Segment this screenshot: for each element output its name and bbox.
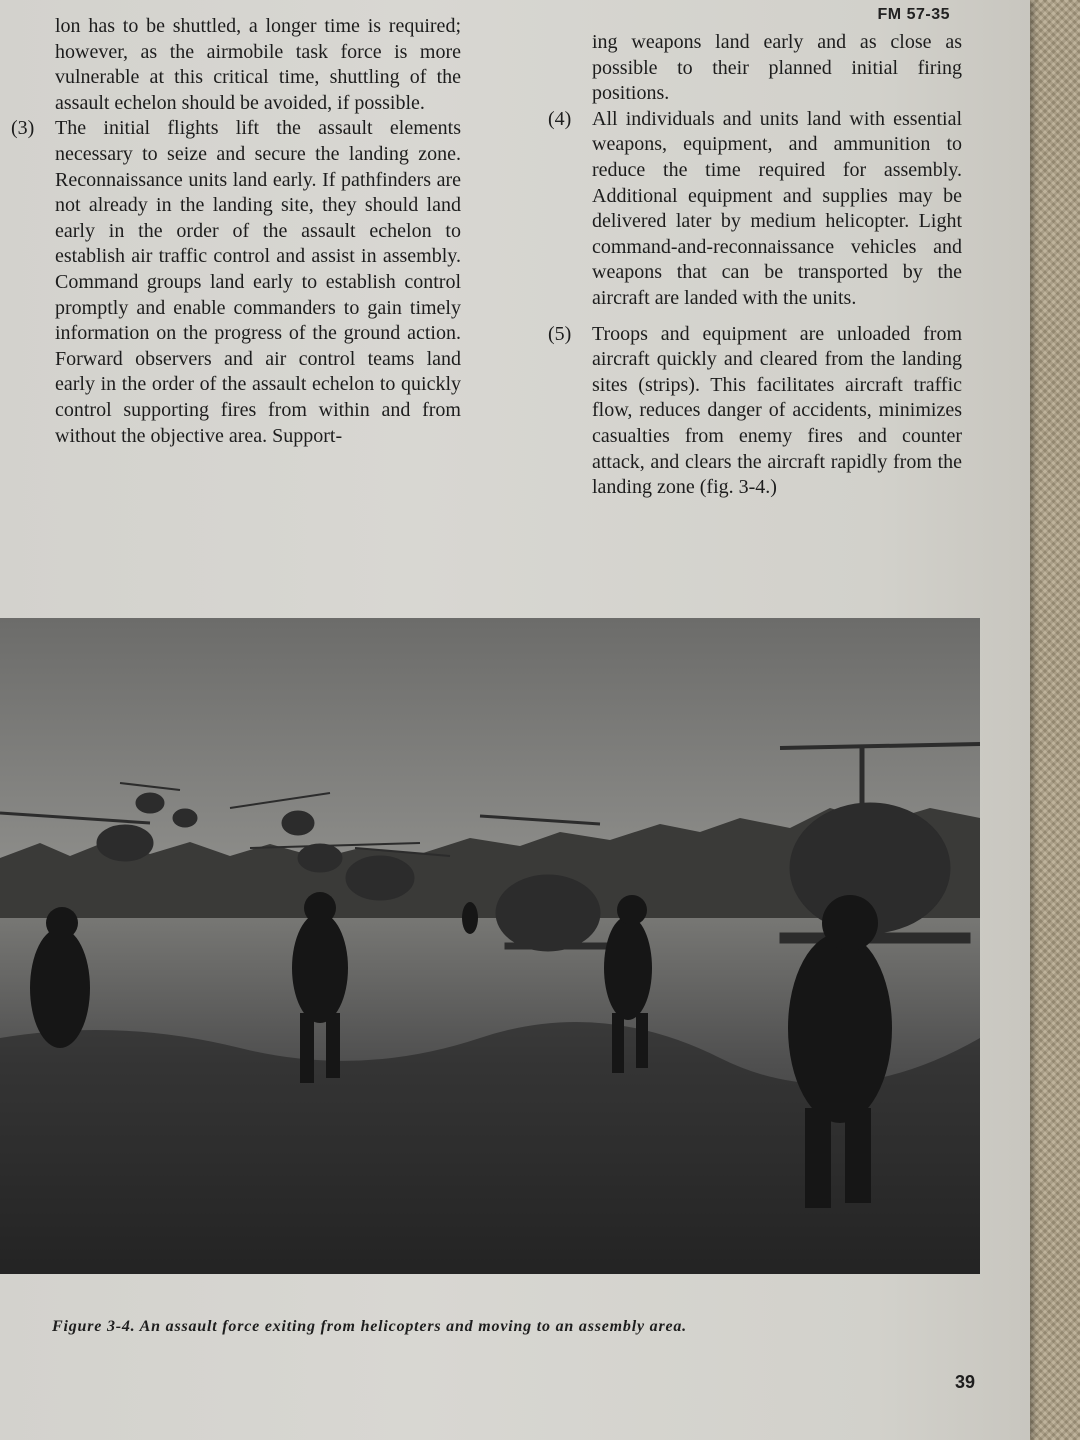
left-column xyxy=(11,14,461,449)
item-text: All individuals and units land with essential weapons, equipment, and ammunition to reduce the time required for assembly. Additional equipment and supplies may be delivered later by medium helicopter. Light command-and-reconnaissance vehicles and weapons that can be transported by the aircraft are landed with the units. xyxy=(592,107,962,309)
right-column xyxy=(548,30,962,501)
item-number: (4) xyxy=(548,107,572,130)
list-item-4 xyxy=(548,107,962,312)
continuation-paragraph: ing weapons land early and as close as possible to their planned initial firing positions. xyxy=(592,31,962,105)
document-id-header: FM 57-35 xyxy=(877,6,950,23)
item-text: The initial flights lift the assault elements necessary to seize and secure the landing zone. Reconnaissance units land early. If pathfinders are not already in the landing site, they should land early in the order of the assault echelon to establish air traffic control and assist in assembly. Command groups land early to establish control promptly and enable commanders to gain timely information on the progress of the ground action. Forward observers and air control teams land early in the order of the assault echelon to quickly control supporting fires from within and from without the objective area. Support- xyxy=(55,117,461,447)
item-number: (3) xyxy=(11,117,35,140)
item-number: (5) xyxy=(548,322,572,345)
figure-photo xyxy=(0,618,980,1274)
intro-paragraph: lon has to be shuttled, a longer time is required; however, as the airmobile task force is more vulnerable at this critical time, shuttling of the assault echelon should be avoided, if possible. xyxy=(55,15,461,114)
page-number: 39 xyxy=(955,1372,976,1392)
item-text: Troops and equipment are unloaded from aircraft quickly and cleared from the landing sites (strips). This facilitates aircraft traffic flow, reduces danger of accidents, minimizes casualties from enemy fires and counter attack, and clears the aircraft rapidly from the landing zone (fig. 3-4.) xyxy=(592,322,962,499)
list-item-5 xyxy=(548,322,962,501)
list-item-3 xyxy=(11,116,461,449)
figure-caption: Figure 3-4. An assault force exiting from helicopters and moving to an assembly area. xyxy=(52,1318,687,1335)
